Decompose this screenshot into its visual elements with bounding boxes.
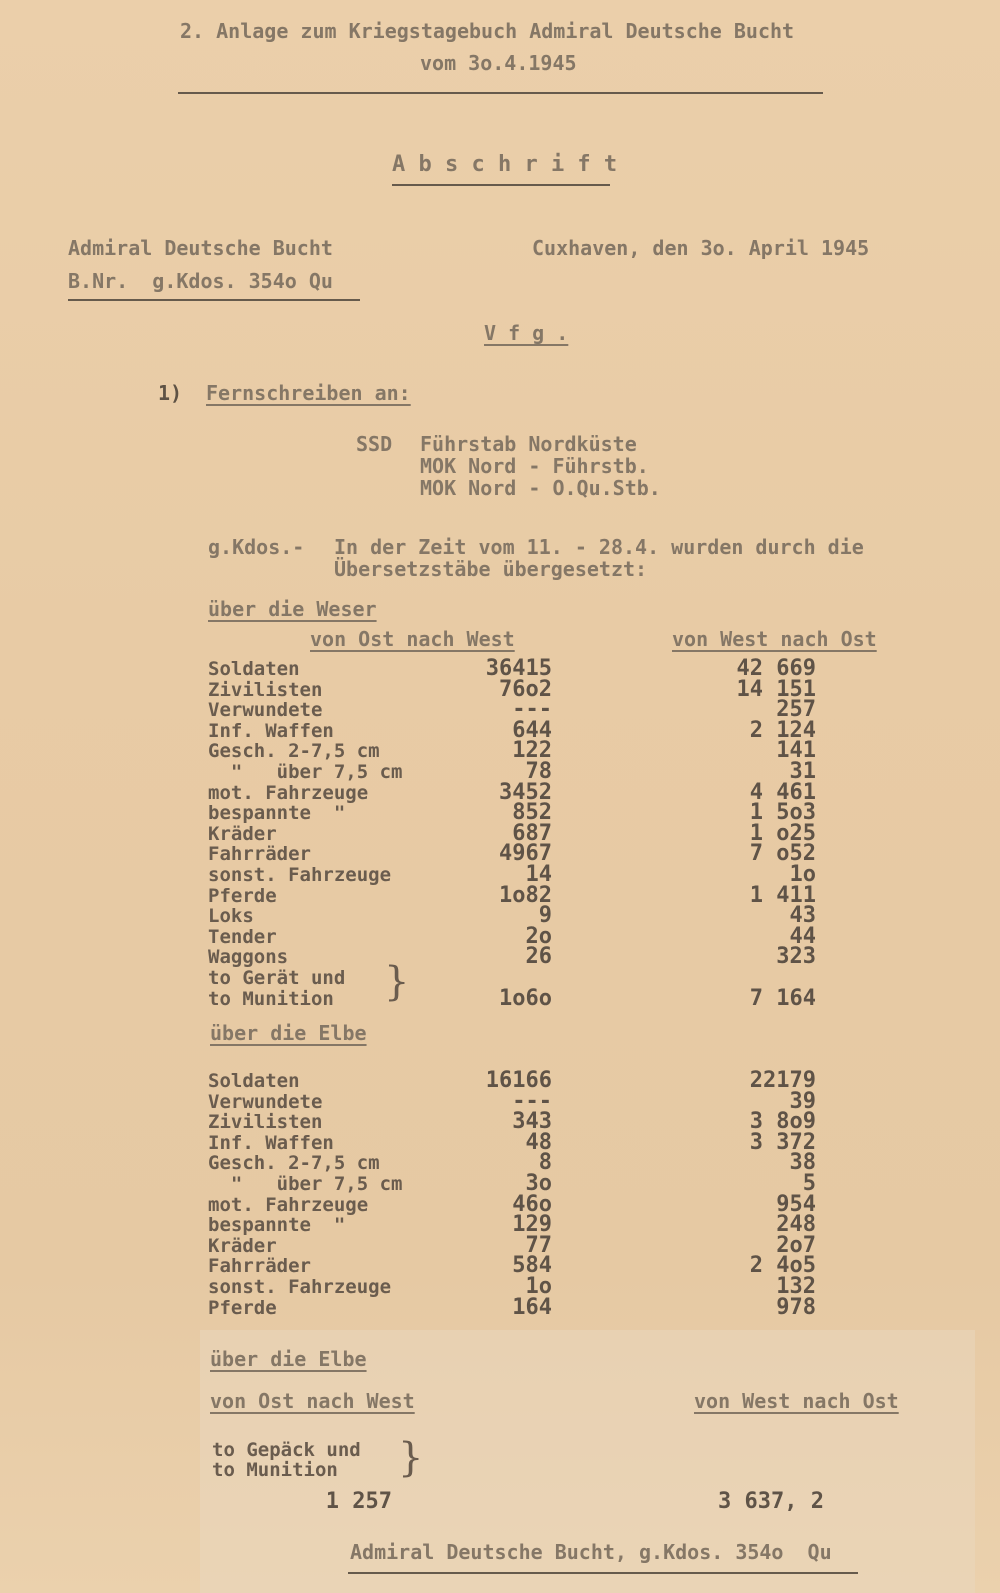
table-cell-ost-west: 129 (512, 1212, 552, 1238)
table-cell-west-ost: 1 411 (749, 882, 816, 908)
table-cell-west-ost: 978 (776, 1294, 816, 1320)
table-cell-west-ost: 257 (776, 697, 816, 723)
table-row-label: Inf. Waffen (208, 719, 334, 742)
footer-reference: Admiral Deutsche Bucht, g.Kdos. 354o Qu (350, 1540, 832, 1564)
table-cell-west-ost: 7 o52 (749, 841, 816, 867)
table-cell-west-ost: 1 5o3 (749, 800, 816, 826)
table-cell-west-ost: 31 (789, 759, 816, 784)
table-row-label: Gesch. 2-7,5 cm (208, 1152, 380, 1175)
place-date: Cuxhaven, den 3o. April 1945 (532, 236, 870, 260)
title-rule (392, 184, 610, 186)
table-cell-west-ost: 2o7 (776, 1232, 816, 1258)
table-cell-ost-west: 48 (525, 1129, 552, 1155)
table-cell-ost-west: 26 (525, 944, 552, 970)
elbe2-line-1: to Gepäck und (212, 1439, 361, 1461)
table-row-label: Zivilisten (208, 1111, 323, 1134)
table-row-label: " über 7,5 cm (208, 1173, 403, 1195)
recipient-3: MOK Nord - O.Qu.Stb. (420, 476, 661, 500)
table-cell-ost-west: 584 (512, 1253, 552, 1279)
table-cell-west-ost: 132 (776, 1274, 816, 1299)
table-cell-west-ost: 141 (776, 738, 816, 764)
table-cell-ost-west: 9 (538, 903, 552, 929)
table-row-label: Fahrräder (208, 1255, 311, 1278)
weser-heading: über die Weser (208, 597, 377, 621)
table-cell-ost-west: 77 (525, 1232, 552, 1258)
table-cell-ost-west: 8 (538, 1150, 552, 1176)
intro-prefix: g.Kdos.- (208, 535, 305, 559)
table-row-label: Verwundete (208, 1090, 323, 1113)
table-cell-west-ost: 5 (802, 1171, 816, 1196)
header-line-1: 2. Anlage zum Kriegstagebuch Admiral Deutsche Bucht (180, 19, 795, 43)
table-row-label: Waggons (208, 946, 289, 969)
elbe-heading: über die Elbe (210, 1021, 367, 1045)
table-cell-ost-west: 78 (525, 759, 552, 784)
table-row-label: sonst. Fahrzeuge (208, 1276, 392, 1298)
table-row-label: to Gerät und (208, 967, 346, 989)
table-cell-west-ost: 954 (776, 1191, 816, 1217)
table-cell-west-ost: 1 o25 (749, 820, 816, 846)
table-cell-ost-west: 1o6o (499, 985, 552, 1011)
intro-line-1: In der Zeit vom 11. - 28.4. wurden durch die (334, 535, 864, 559)
table-cell-west-ost: 43 (789, 903, 816, 929)
table-cell-west-ost: 3 372 (749, 1129, 816, 1155)
table-row-label: bespannte " (208, 802, 346, 825)
recipients-prefix: SSD (356, 432, 393, 456)
table-row-label: mot. Fahrzeuge (208, 1193, 369, 1216)
table-cell-ost-west: 76o2 (499, 676, 552, 702)
table-row-label: mot. Fahrzeuge (208, 781, 369, 804)
table-row-label: sonst. Fahrzeuge (208, 864, 392, 886)
table-cell-ost-west: 46o (512, 1191, 552, 1217)
table-cell-ost-west: 36415 (485, 656, 552, 681)
table-cell-west-ost: 1o (789, 862, 816, 887)
table-cell-ost-west: 3452 (499, 779, 552, 805)
title: A b s c h r i f t (392, 152, 618, 177)
table-cell-ost-west: 644 (512, 717, 552, 743)
table-row-label: Tender (208, 925, 277, 948)
table-cell-west-ost: 4 461 (749, 779, 816, 805)
table-row-label: Fahrräder (208, 843, 311, 866)
table-row-label: Soldaten (208, 658, 300, 680)
table-row-label: Pferde (208, 884, 277, 907)
weser-col-west-ost: von West nach Ost (672, 627, 877, 651)
table-cell-west-ost: 323 (776, 944, 816, 970)
table-cell-west-ost: 3 8o9 (749, 1109, 816, 1135)
elbe2-col-ost-west: von Ost nach West (210, 1389, 415, 1413)
header-line-2: vom 3o.4.1945 (420, 51, 577, 75)
recipient-1: Führstab Nordküste (420, 432, 637, 456)
table-cell-west-ost: 38 (789, 1150, 816, 1176)
table-row-label: Loks (208, 905, 254, 928)
table-cell-ost-west: 343 (512, 1109, 552, 1135)
table-row-label: bespannte " (208, 1214, 346, 1237)
elbe2-brace: } (398, 1435, 424, 1481)
table-row-label: Soldaten (208, 1070, 300, 1092)
table-cell-west-ost: 44 (789, 923, 816, 949)
elbe2-line-2: to Munition (212, 1459, 338, 1481)
table-cell-ost-west: 687 (512, 820, 552, 846)
table-cell-ost-west: 852 (512, 800, 552, 826)
table-cell-ost-west: 2o (525, 923, 552, 949)
table-cell-west-ost: 39 (789, 1088, 816, 1114)
table-cell-ost-west: --- (512, 697, 552, 723)
sender-ref: B.Nr. g.Kdos. 354o Qu (68, 269, 333, 293)
table-row-label: " über 7,5 cm (208, 761, 403, 783)
sender-rule (68, 299, 360, 301)
table-row-label: Zivilisten (208, 678, 323, 701)
table-cell-ost-west: 122 (512, 738, 552, 764)
table-cell-west-ost: 22179 (749, 1068, 816, 1093)
elbe2-col-west-ost: von West nach Ost (694, 1389, 899, 1413)
table-cell-ost-west: 1o (525, 1274, 552, 1299)
table-cell-ost-west: 4967 (499, 841, 552, 867)
weser-brace: } (384, 959, 410, 1005)
table-cell-west-ost: 2 4o5 (749, 1253, 816, 1279)
table-cell-west-ost: 42 669 (736, 656, 816, 681)
elbe2-heading: über die Elbe (210, 1347, 367, 1371)
table-row-label: Gesch. 2-7,5 cm (208, 740, 380, 763)
table-row-label: Kräder (208, 1234, 277, 1257)
recipient-2: MOK Nord - Führstb. (420, 454, 649, 478)
table-row-label: to Munition (208, 987, 334, 1010)
vfg-heading: V f g . (484, 321, 569, 345)
table-cell-ost-west: 3o (525, 1171, 552, 1196)
table-cell-west-ost: 14 151 (736, 676, 816, 702)
table-row-label: Pferde (208, 1296, 277, 1319)
footer-rule (348, 1572, 858, 1574)
table-row-label: Inf. Waffen (208, 1131, 334, 1154)
table-cell-west-ost: 248 (776, 1212, 816, 1238)
table-cell-ost-west: 16166 (485, 1068, 552, 1093)
table-row-label: Verwundete (208, 699, 323, 722)
table-cell-west-ost: 7 164 (749, 985, 816, 1011)
item1-label: Fernschreiben an: (206, 381, 411, 405)
header-rule (178, 92, 823, 94)
sender-name: Admiral Deutsche Bucht (68, 236, 333, 260)
table-cell-ost-west: 164 (512, 1294, 552, 1320)
weser-col-ost-west: von Ost nach West (310, 627, 515, 651)
intro-line-2: Übersetzstäbe übergesetzt: (334, 557, 648, 581)
table-cell-ost-west: --- (512, 1088, 552, 1114)
elbe2-west-ost-value: 3 637, 2 (718, 1489, 824, 1514)
table-row-label: Kräder (208, 822, 277, 845)
table-cell-ost-west: 1o82 (499, 882, 552, 908)
item1-number: 1) (158, 381, 183, 405)
elbe2-ost-west-value: 1 257 (325, 1489, 392, 1514)
table-cell-west-ost: 2 124 (749, 717, 816, 743)
table-cell-ost-west: 14 (525, 862, 552, 887)
